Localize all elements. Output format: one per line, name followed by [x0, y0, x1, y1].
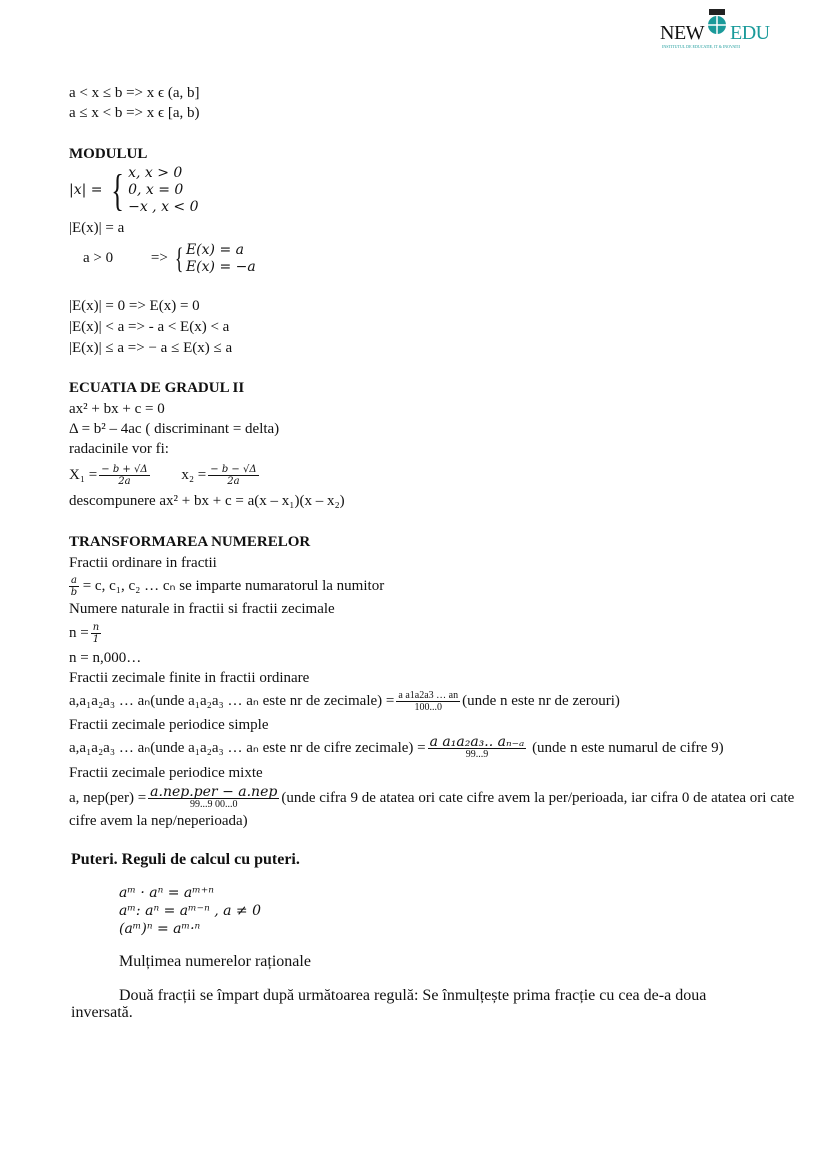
logo-new: NEW [660, 22, 705, 44]
section-title-ecuatia: ECUATIA DE GRADUL II [69, 380, 245, 396]
text-line: Mulțimea numerelor raționale [119, 953, 311, 970]
paragraph-line: Două fracții se împart după următoarea regulă: Se înmulțește prima fracție cu cea de-a doua [119, 987, 707, 1004]
text: a, nep(per) = [69, 790, 147, 806]
numerator: a.nep.per − a.nep [150, 784, 278, 801]
logo-subtitle: INSTITUTUL DE EDUCATIE, IT & INOVATII [662, 44, 740, 49]
case: E(x) = a [185, 241, 244, 258]
formula-line: ax² + bx + c = 0 [69, 401, 165, 417]
roots-line [69, 462, 261, 488]
text: n = [69, 625, 89, 641]
formula-line: aᵐ: aⁿ = aᵐ⁻ⁿ , a ≠ 0 [119, 903, 261, 919]
x2-label: x₂ = [181, 467, 207, 483]
numerator: − b − √Δ [210, 464, 257, 476]
logo-edu: EDU [730, 22, 770, 44]
subheading: Fractii zecimale periodice mixte [69, 765, 263, 781]
formula-line: aᵐ · aⁿ = aᵐ⁺ⁿ [119, 885, 214, 901]
numerator: a a₁a₂a₃.. aₙ₋ₐ [429, 734, 525, 751]
formula-line: |E(x)| = a [69, 220, 125, 236]
subheading: Numere naturale in fractii si fractii zecimale [69, 601, 335, 617]
formula-line: descompunere ax² + bx + c = a(x – x₁)(x – x₂) [69, 493, 345, 509]
case: 0, x = 0 [128, 182, 184, 199]
numerator: n [92, 622, 100, 634]
x1-label: X₁ = [69, 467, 98, 483]
section-title-puteri: Puteri. Reguli de calcul cu puteri. [71, 851, 300, 868]
new-edu-logo [660, 8, 775, 48]
numerator: a [71, 575, 77, 587]
text: a,a₁a₂a₃ … aₙ(unde a₁a₂a₃ … aₙ este nr de zecimale) = [69, 693, 395, 709]
subheading: Fractii zecimale periodice simple [69, 717, 269, 733]
text: = c, c₁, c₂ … cₙ se imparte numaratorul la numitor [82, 578, 385, 594]
formula-line [69, 574, 384, 598]
denominator: 100...0 [414, 702, 442, 714]
denominator: b [70, 587, 78, 599]
section-title-transformarea: TRANSFORMAREA NUMERELOR [69, 534, 311, 550]
case: x, x > 0 [128, 165, 183, 182]
section-title-modulul: MODULUL [69, 146, 148, 162]
text: a,a₁a₂a₃ … aₙ(unde a₁a₂a₃ … aₙ este nr de cifre zecimale) = [69, 740, 426, 756]
denominator: 2a [227, 476, 240, 488]
lhs: |x| = [69, 182, 107, 198]
denominator: 2a [118, 476, 131, 488]
denominator: 1 [92, 634, 100, 646]
arrow: => [150, 250, 168, 266]
text-line: cifre avem la nep/neperioada) [69, 813, 248, 829]
formula-line [69, 621, 103, 645]
formula-line [69, 786, 794, 810]
denominator: 99...9 [465, 749, 489, 761]
subheading: Fractii ordinare in fractii [69, 555, 217, 571]
formula-line [69, 689, 620, 713]
condition: a > 0 [83, 250, 114, 266]
paragraph-line: inversată. [71, 1004, 133, 1021]
formula-line: (aᵐ)ⁿ = aᵐ·ⁿ [119, 921, 201, 937]
modulus-cases: a > 0 => { E(x) = a E(x) = −a [83, 241, 256, 275]
subheading: Fractii zecimale finite in fractii ordinare [69, 670, 310, 686]
text-line: radacinile vor fi: [69, 441, 169, 457]
interval-line: a < x ≤ b => x ϵ (a, b] [69, 85, 200, 101]
formula-line: Δ = b² – 4ac ( discriminant = delta) [69, 421, 280, 437]
formula-line: |E(x)| < a => - a < E(x) < a [69, 319, 230, 335]
formula-line: |E(x)| = 0 => E(x) = 0 [69, 298, 200, 314]
formula-line: |E(x)| ≤ a => − a ≤ E(x) ≤ a [69, 340, 233, 356]
globe-icon [704, 8, 730, 38]
formula-line [69, 736, 724, 760]
modulus-definition: |x| = { x, x > 0 0, x = 0 −x , x < 0 [69, 165, 199, 216]
text: (unde n este numarul de cifre 9) [532, 740, 724, 756]
numerator: a a1a2a3 … an [398, 690, 459, 702]
numerator: − b + √Δ [101, 464, 148, 476]
formula-line: n = n,000… [69, 650, 142, 666]
case: E(x) = −a [185, 258, 256, 275]
denominator: 99...9 00...0 [190, 799, 238, 811]
text: (unde cifra 9 de atatea ori cate cifre avem la per/perioada, iar cifra 0 de atatea ori cate [281, 790, 795, 806]
interval-line: a ≤ x < b => x ϵ [a, b) [69, 105, 200, 121]
case: −x , x < 0 [128, 199, 199, 216]
text: (unde n este nr de zerouri) [462, 693, 620, 709]
